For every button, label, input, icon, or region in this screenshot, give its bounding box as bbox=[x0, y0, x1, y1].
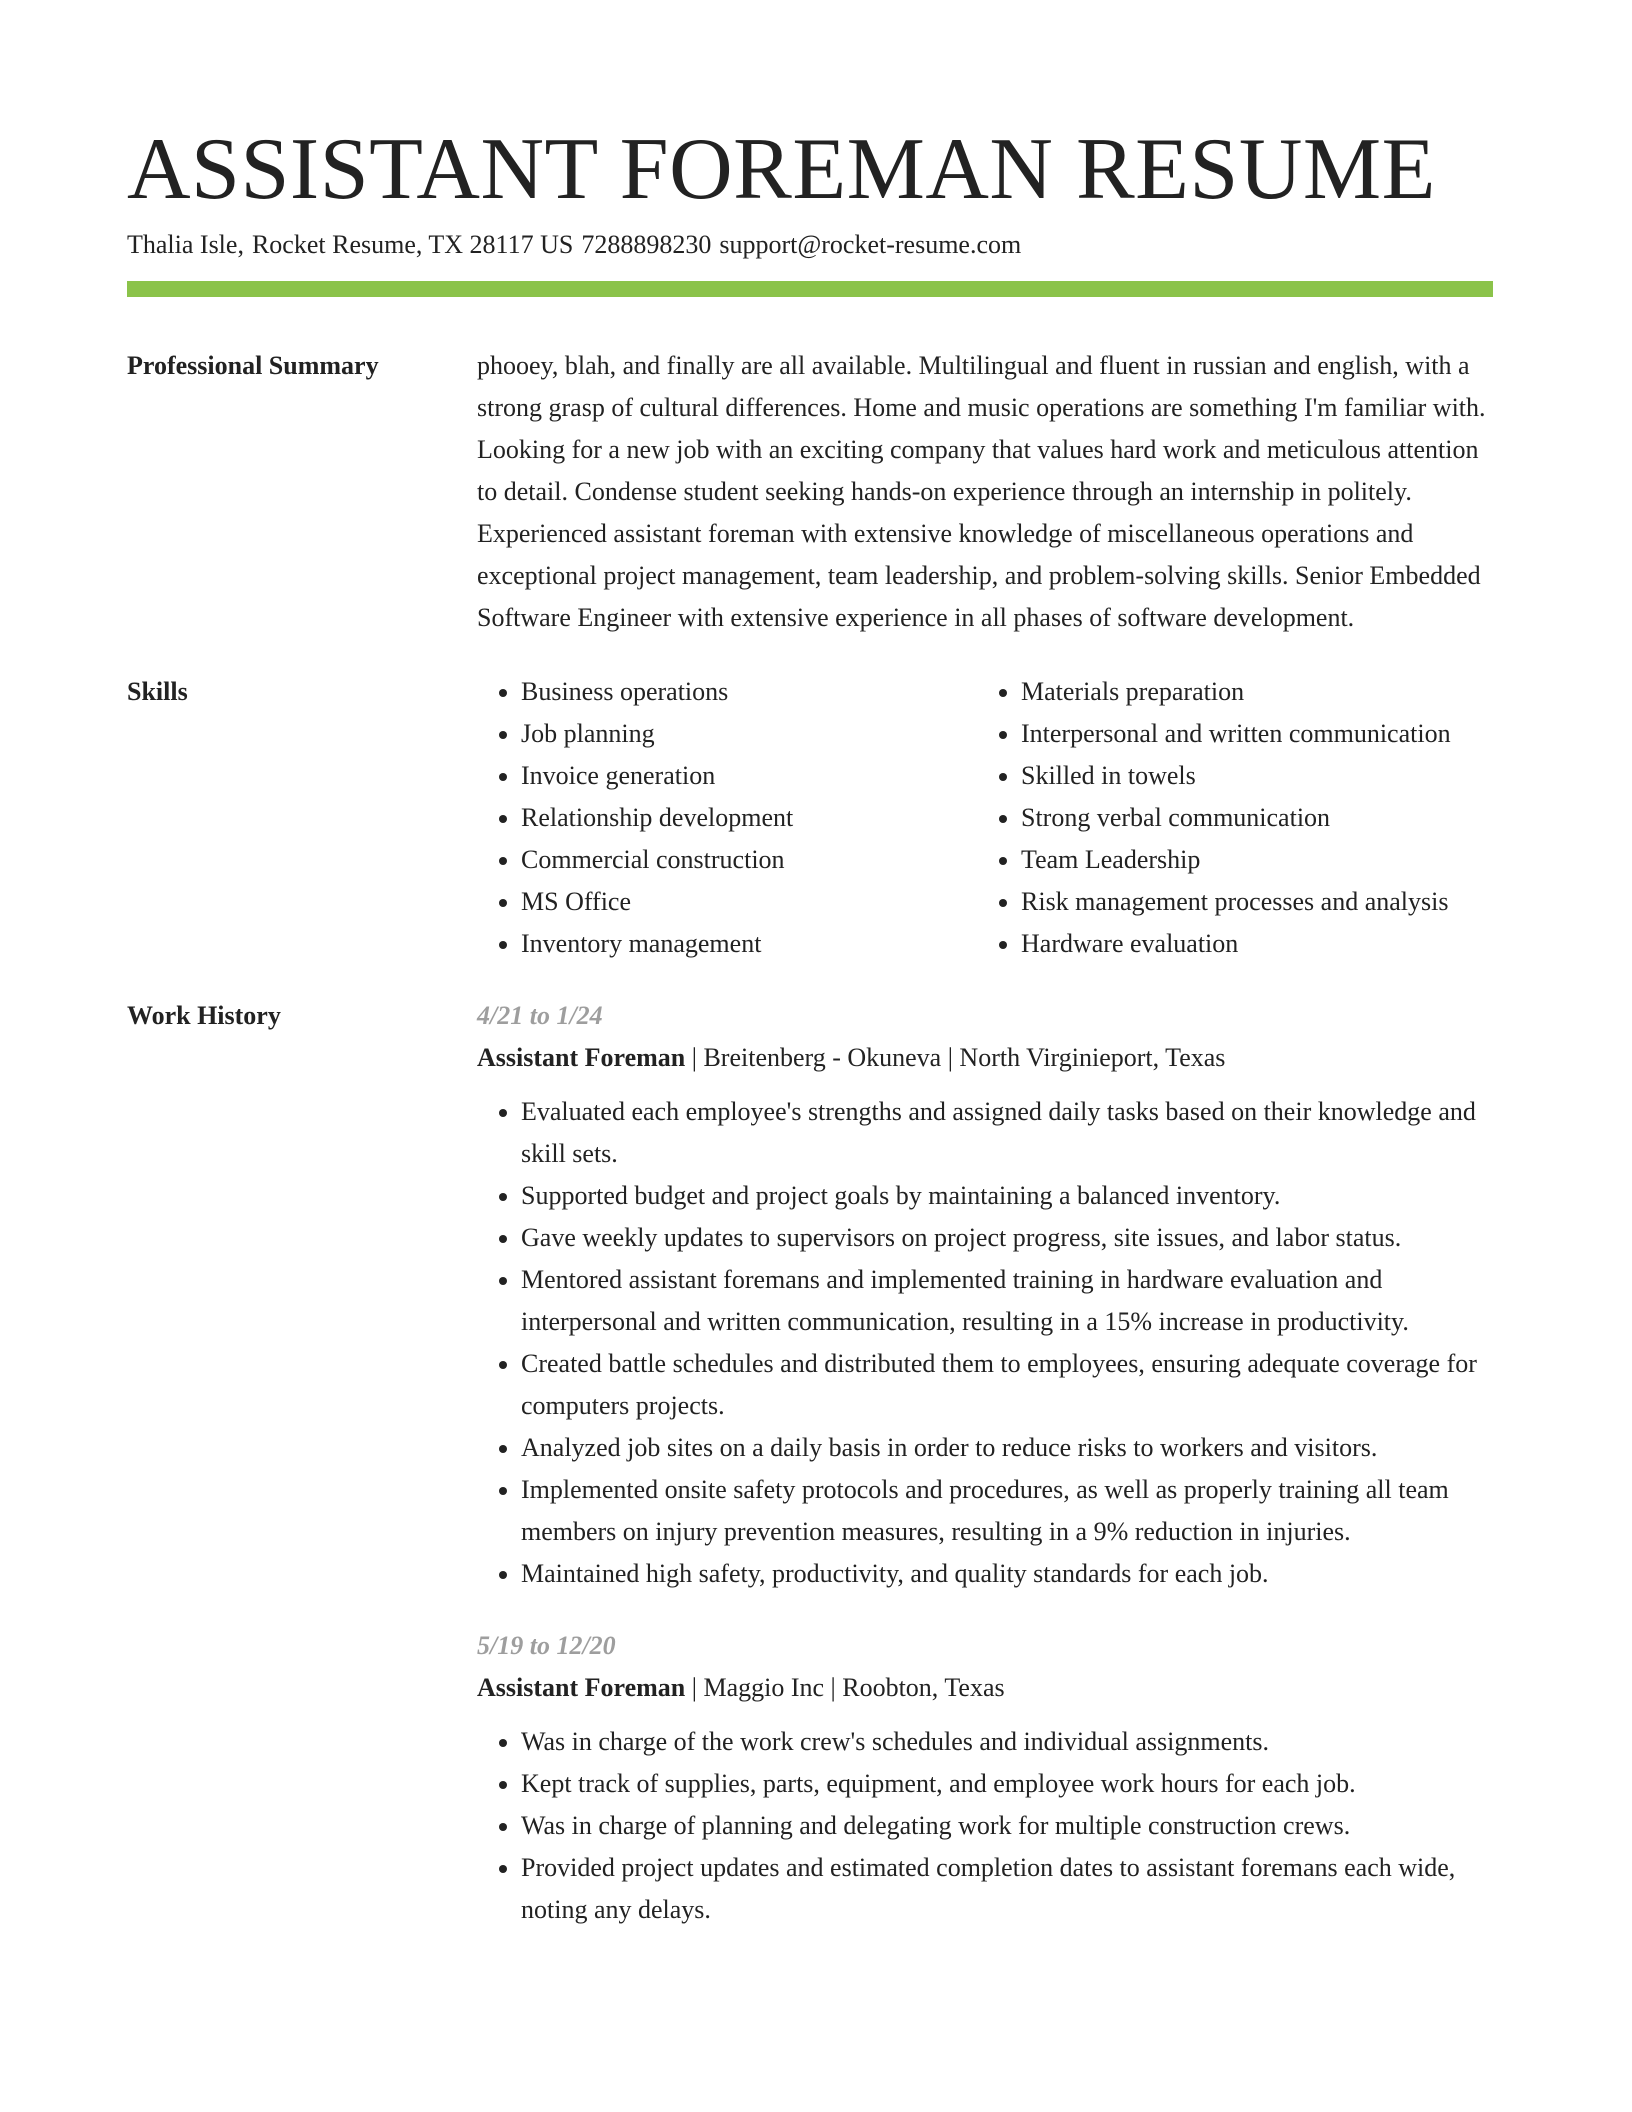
skill-item: • Commercial construction bbox=[521, 839, 977, 881]
contact-name: Thalia Isle, bbox=[127, 230, 244, 259]
summary-heading: Professional Summary bbox=[127, 351, 379, 380]
summary-section bbox=[127, 345, 1493, 639]
skill-item: • MS Office bbox=[521, 881, 977, 923]
contact-location: Rocket Resume, TX 28117 US bbox=[251, 230, 574, 259]
job-header bbox=[477, 1037, 1493, 1079]
skill-item: • Inventory management bbox=[521, 923, 977, 965]
job-title: Assistant Foreman bbox=[477, 1043, 686, 1072]
skills-grid bbox=[477, 671, 1493, 965]
skill-item: • Team Leadership bbox=[1021, 839, 1451, 881]
skill-item: • Strong verbal communication bbox=[1021, 797, 1451, 839]
contact-line bbox=[127, 228, 1493, 262]
skill-item: • Invoice generation bbox=[521, 755, 977, 797]
work-history-heading: Work History bbox=[127, 1001, 281, 1030]
job-duty: • Mentored assistant foremans and implemented training in hardware evaluation and interpersonal and written communication, resulting in a 15% increase in productivity. bbox=[521, 1259, 1493, 1343]
job-duty: • Evaluated each employee's strengths and assigned daily tasks based on their knowledge and skill sets. bbox=[521, 1091, 1493, 1175]
job-dates: 4/21 to 1/24 bbox=[477, 1001, 603, 1030]
work-history-body bbox=[477, 995, 1493, 1931]
header-divider bbox=[127, 281, 1493, 297]
job-duties-list bbox=[477, 1721, 1493, 1931]
job-entry bbox=[477, 1625, 1493, 1931]
skills-section bbox=[127, 671, 1493, 965]
resume-title: ASSISTANT FOREMAN RESUME bbox=[127, 121, 1436, 218]
job-details: | Breitenberg - Okuneva | North Virginieport, Texas bbox=[685, 1043, 1226, 1072]
skills-heading: Skills bbox=[127, 677, 188, 706]
skill-item: • Relationship development bbox=[521, 797, 977, 839]
job-duty: • Created battle schedules and distributed them to employees, ensuring adequate coverage for computers projects. bbox=[521, 1343, 1493, 1427]
skill-item: • Hardware evaluation bbox=[1021, 923, 1451, 965]
summary-text: phooey, blah, and finally are all available. Multilingual and fluent in russian and english, with a strong grasp of cultural differences. Home and music operations are something I'm familiar with. Looking for a new job with an exciting company that values hard work and meticulous attention to detail. Condense student seeking hands-on experience through an internship in politely. Experienced assistant foreman with extensive knowledge of miscellaneous operations and exceptional project management, team leadership, and problem-solving skills. Senior Embedded Software Engineer with extensive experience in all phases of software development. bbox=[477, 351, 1486, 632]
job-duty: • Kept track of supplies, parts, equipment, and employee work hours for each job. bbox=[521, 1763, 1493, 1805]
job-duty: • Maintained high safety, productivity, and quality standards for each job. bbox=[521, 1553, 1493, 1595]
job-duty: • Was in charge of planning and delegating work for multiple construction crews. bbox=[521, 1805, 1493, 1847]
job-details: | Maggio Inc | Roobton, Texas bbox=[685, 1673, 1005, 1702]
skills-list-left bbox=[477, 671, 977, 965]
job-title: Assistant Foreman bbox=[477, 1673, 686, 1702]
contact-phone: 7288898230 bbox=[581, 230, 712, 259]
job-dates: 5/19 to 12/20 bbox=[477, 1631, 616, 1660]
contact-email: support@rocket-resume.com bbox=[719, 230, 1022, 259]
work-history-section bbox=[127, 995, 1493, 1931]
skill-item: • Interpersonal and written communication bbox=[1021, 713, 1451, 755]
job-duty: • Was in charge of the work crew's schedules and individual assignments. bbox=[521, 1721, 1493, 1763]
skill-item: • Materials preparation bbox=[1021, 671, 1451, 713]
skills-list-right bbox=[977, 671, 1451, 965]
skill-item: • Job planning bbox=[521, 713, 977, 755]
skill-item: • Risk management processes and analysis bbox=[1021, 881, 1451, 923]
job-duty: • Implemented onsite safety protocols and procedures, as well as properly training all team members on injury prevention measures, resulting in a 9% reduction in injuries. bbox=[521, 1469, 1493, 1553]
job-duty: • Supported budget and project goals by maintaining a balanced inventory. bbox=[521, 1175, 1493, 1217]
skill-item: • Business operations bbox=[521, 671, 977, 713]
skill-item: • Skilled in towels bbox=[1021, 755, 1451, 797]
job-duty: • Gave weekly updates to supervisors on project progress, site issues, and labor status. bbox=[521, 1217, 1493, 1259]
job-entry bbox=[477, 995, 1493, 1595]
job-duty: • Provided project updates and estimated completion dates to assistant foremans each wide, noting any delays. bbox=[521, 1847, 1493, 1931]
job-header bbox=[477, 1667, 1493, 1709]
job-duties-list bbox=[477, 1091, 1493, 1595]
job-duty: • Analyzed job sites on a daily basis in order to reduce risks to workers and visitors. bbox=[521, 1427, 1493, 1469]
resume-page bbox=[127, 0, 1493, 1931]
